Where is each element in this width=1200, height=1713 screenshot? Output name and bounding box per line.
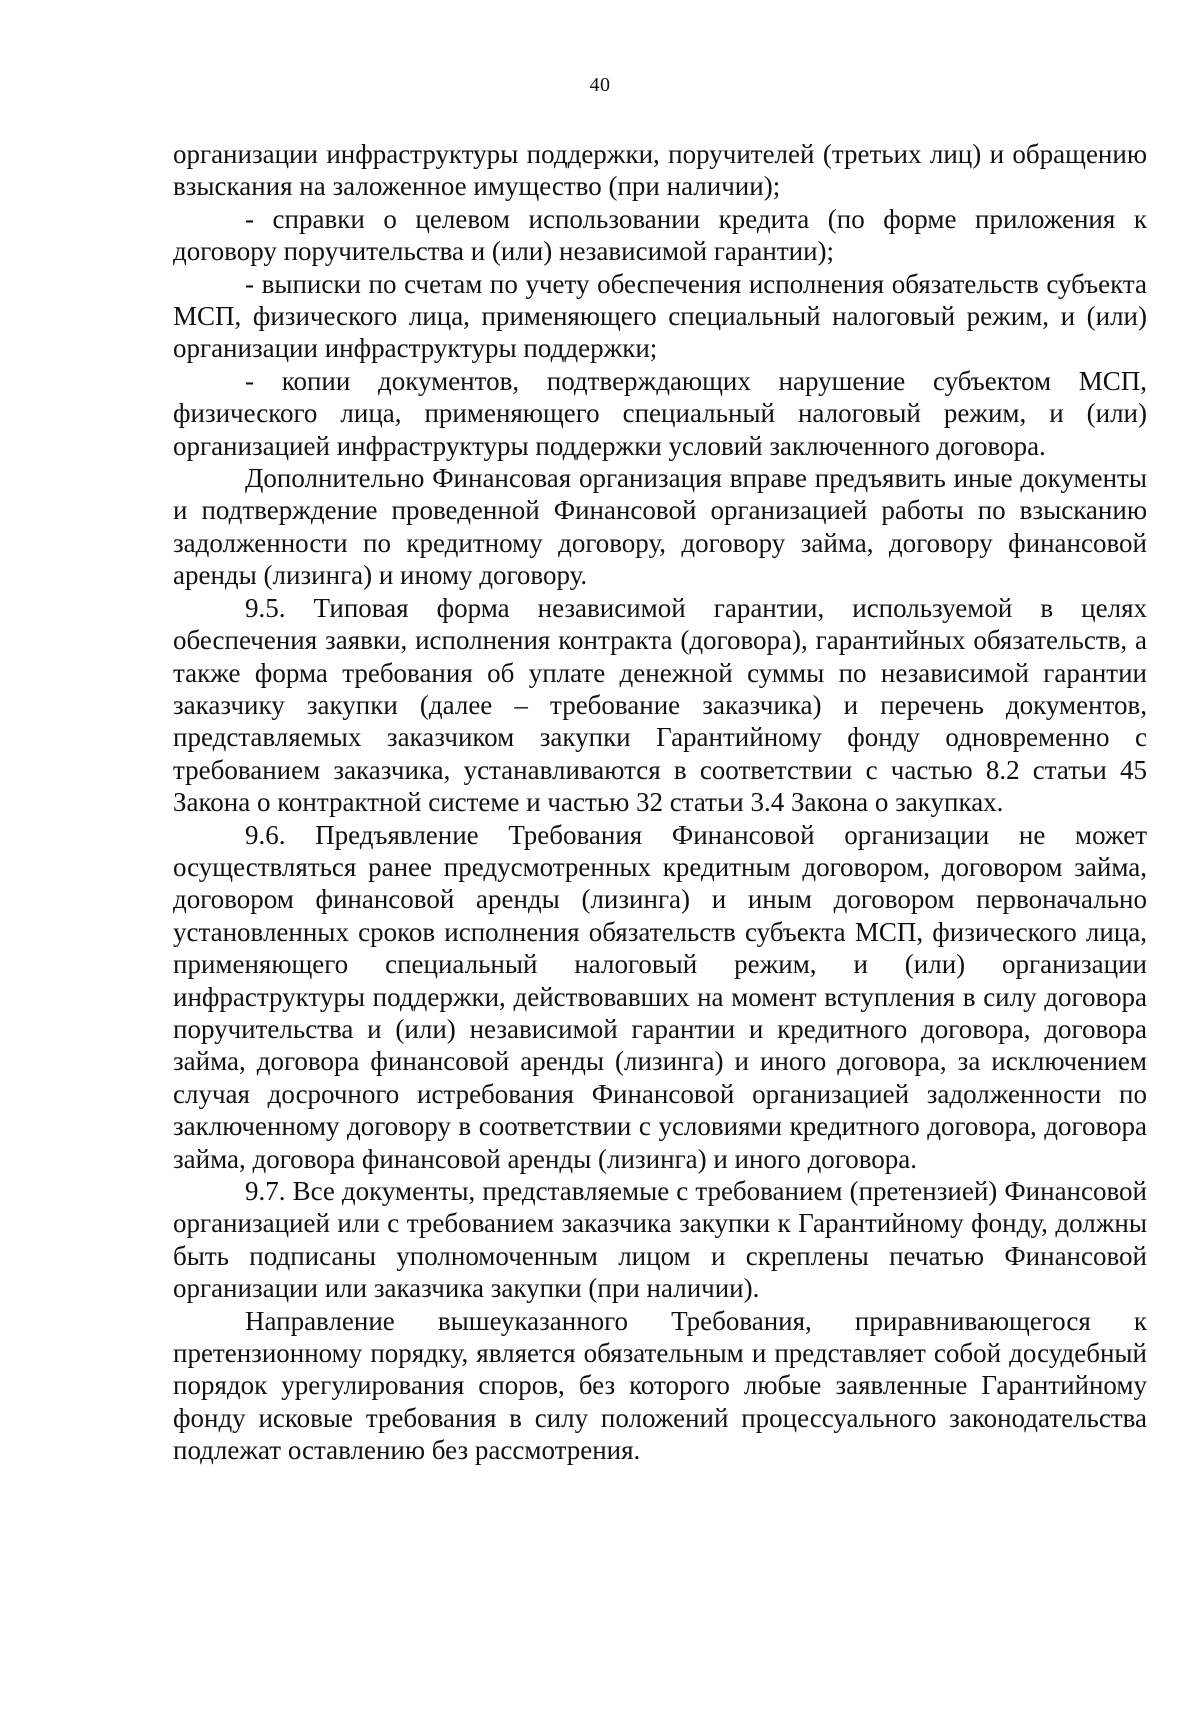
paragraph: Дополнительно Финансовая организация вправе предъявить иные документы и подтверждение проведенной Финансовой организацией работы по взысканию задолженности по кредитному договору, договору займа, договору финансовой аренды (лизинга) и иному договору.	[173, 463, 1147, 591]
page-number: 40	[589, 74, 611, 96]
paragraph-clause-9-5: 9.5. Типовая форма независимой гарантии, используемой в целях обеспечения заявки, исполнения контракта (договора), гарантийных обязательств, а также форма требования об уплате денежной суммы по независимой гарантии заказчику закупки (далее – требование заказчика) и перечень документов, представляемых заказчиком закупки Гарантийному фонду одновременно с требованием заказчика, устанавливаются в соответствии с частью 8.2 статьи 45 Закона о контрактной системе и частью 32 статьи 3.4 Закона о закупках.	[173, 592, 1147, 818]
paragraph-continuation: организации инфраструктуры поддержки, поручителей (третьих лиц) и обращению взыскания на заложенное имущество (при наличии);	[173, 139, 1147, 202]
document-body	[173, 138, 1147, 1467]
paragraph-list-item: - выписки по счетам по учету обеспечения исполнения обязательств субъекта МСП, физического лица, применяющего специальный налоговый режим, и (или) организации инфраструктуры поддержки;	[173, 268, 1147, 364]
paragraph-list-item: - копии документов, подтверждающих нарушение субъектом МСП, физического лица, применяющего специальный налоговый режим, и (или) организацией инфраструктуры поддержки условий заключенного договора.	[173, 365, 1147, 461]
paragraph-list-item: - справки о целевом использовании кредита (по форме приложения к договору поручительства и (или) независимой гарантии);	[173, 203, 1147, 267]
paragraph: Направление вышеуказанного Требования, приравнивающегося к претензионному порядку, является обязательным и представляет собой досудебный порядок урегулирования споров, без которого любые заявленные Гарантийному фонду исковые требования в силу положений процессуального законодательства подлежат оставлению без рассмотрения.	[173, 1305, 1147, 1466]
paragraph-clause-9-7: 9.7. Все документы, представляемые с требованием (претензией) Финансовой организацией или с требованием заказчика закупки к Гарантийному фонду, должны быть подписаны уполномоченным лицом и скреплены печатью Финансовой организации или заказчика закупки (при наличии).	[173, 1176, 1147, 1304]
paragraph-clause-9-6: 9.6. Предъявление Требования Финансовой организации не может осуществляться ранее предусмотренных кредитным договором, договором займа, договором финансовой аренды (лизинга) и иным договором первоначально установленных сроков исполнения обязательств субъекта МСП, физического лица, применяющего специальный налоговый режим, и (или) организации инфраструктуры поддержки, действовавших на момент вступления в силу договора поручительства и (или) независимой гарантии и кредитного договора, договора займа, договора финансовой аренды (лизинга) и иного договора, за исключением случая досрочного истребования Финансовой организацией задолженности по заключенному договору в соответствии с условиями кредитного договора, договора займа, договора финансовой аренды (лизинга) и иного договора.	[173, 819, 1147, 1174]
